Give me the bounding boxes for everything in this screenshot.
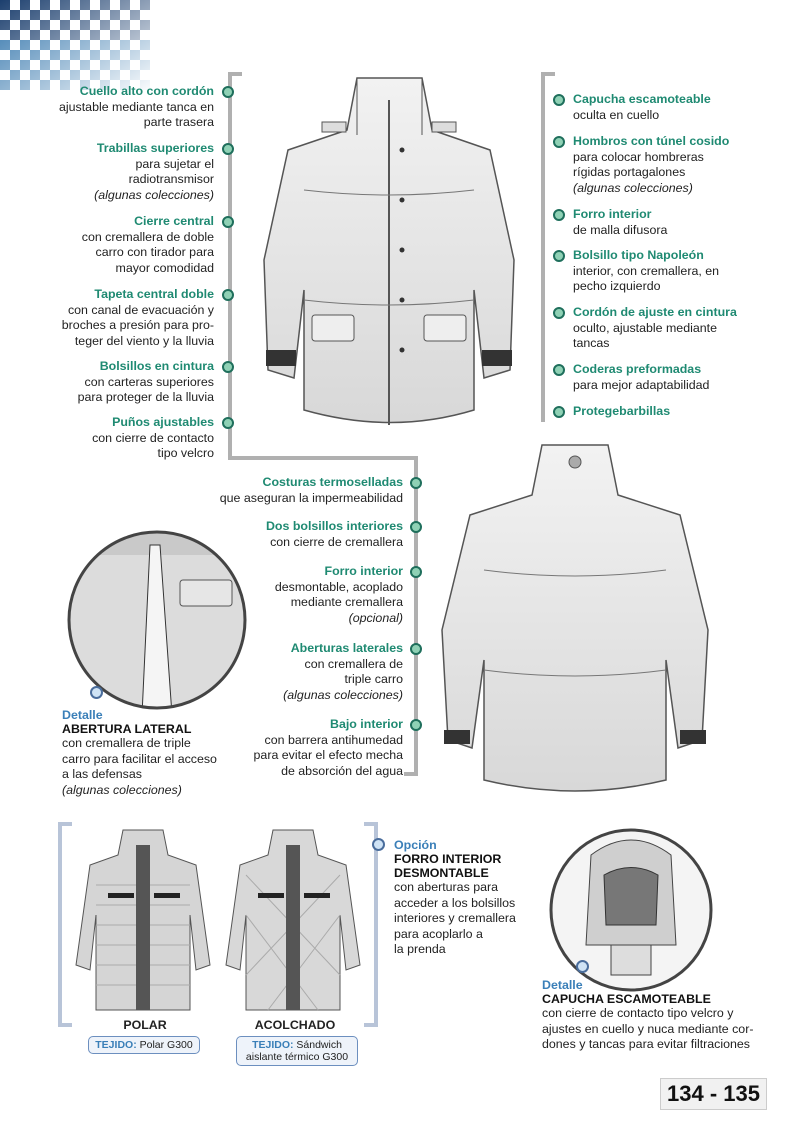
feature-desc: con cremallera de xyxy=(304,656,403,671)
liner-polar-fabric-badge xyxy=(88,1036,200,1054)
feature-desc: que aseguran la impermeabilidad xyxy=(219,490,403,505)
left-features-item xyxy=(14,84,214,131)
liner-quilted-fabric-2: aislante térmico G300 xyxy=(245,1051,349,1063)
feature-desc: con canal de evacuación y xyxy=(67,302,214,317)
feature-bullet-dot xyxy=(553,136,565,148)
right-features-item xyxy=(573,92,773,123)
detail-side-dot xyxy=(90,686,103,699)
feature-note: (opcional) xyxy=(348,610,403,625)
feature-desc: interior, con cremallera, en xyxy=(573,263,720,278)
right-features-item xyxy=(573,248,773,295)
feature-title: Dos bolsillos interiores xyxy=(265,519,403,533)
liner-quilted-name: ACOLCHADO xyxy=(254,1018,336,1032)
option-dot xyxy=(372,838,385,851)
feature-note: (algunas colecciones) xyxy=(573,180,693,195)
right-features-item xyxy=(573,134,773,196)
right-bracket-line xyxy=(541,72,545,422)
right-features-item xyxy=(573,404,773,420)
feature-bullet-dot xyxy=(410,719,422,731)
detail-side-desc-1: con cremallera de triple xyxy=(62,736,191,750)
polar-liner-illustration xyxy=(68,825,218,1015)
option-heading-1: FORRO INTERIOR xyxy=(394,852,502,866)
feature-bullet-dot xyxy=(222,289,234,301)
feature-title: Forro interior xyxy=(573,207,652,221)
feature-title: Capucha escamoteable xyxy=(573,92,711,106)
option-label: Opción xyxy=(394,838,437,852)
detail-hood-desc-3: dones y tancas para evitar filtraciones xyxy=(542,1037,750,1051)
feature-desc: mayor comodidad xyxy=(115,260,214,275)
liner-bracket-left xyxy=(58,822,62,1027)
feature-desc: oculto, ajustable mediante xyxy=(573,320,717,335)
liner-bracket-left-bottom xyxy=(58,1023,72,1027)
side-opening-detail-image xyxy=(62,525,252,715)
feature-title: Costuras termoselladas xyxy=(262,475,403,489)
feature-title: Bolsillos en cintura xyxy=(99,359,214,373)
feature-title: Aberturas laterales xyxy=(290,641,403,655)
feature-title: Trabillas superiores xyxy=(96,141,214,155)
feature-desc: para proteger de la lluvia xyxy=(77,390,214,404)
feature-desc: con cierre de cremallera xyxy=(270,534,403,549)
feature-bullet-dot xyxy=(410,477,422,489)
right-features-item xyxy=(573,362,773,393)
feature-bullet-dot xyxy=(222,361,234,373)
feature-desc: broches a presión para pro- xyxy=(61,318,214,332)
left-features-item xyxy=(14,287,214,349)
checker-pattern-corner xyxy=(0,0,150,95)
option-desc-1: con aberturas para xyxy=(394,880,499,894)
feature-desc: con cierre de contacto xyxy=(92,430,214,445)
feature-title: Cordón de ajuste en cintura xyxy=(573,305,737,319)
liner-bracket-right xyxy=(374,822,378,1027)
feature-note: (algunas colecciones) xyxy=(94,187,214,202)
feature-title: Cierre central xyxy=(134,214,214,228)
detail-side-heading: ABERTURA LATERAL xyxy=(62,722,192,736)
liner-quilted-fabric: Sándwich xyxy=(296,1039,342,1051)
left-bracket-line xyxy=(228,72,232,460)
feature-desc: triple carro xyxy=(344,672,403,686)
detail-side-italic: (algunas colecciones) xyxy=(62,782,182,797)
feature-note: (algunas colecciones) xyxy=(283,687,403,702)
liner-polar-name: POLAR xyxy=(123,1018,167,1032)
feature-desc: parte trasera xyxy=(143,115,214,129)
feature-desc: con barrera antihumedad xyxy=(264,732,403,747)
detail-side-desc-3: a las defensas xyxy=(62,767,142,781)
right-features-item xyxy=(573,207,773,238)
feature-desc: con carteras superiores xyxy=(84,374,214,389)
feature-desc: pecho izquierdo xyxy=(573,279,661,293)
option-desc-2: acceder a los bolsillos xyxy=(394,895,516,910)
feature-title: Cuello alto con cordón xyxy=(79,84,214,98)
left-features-item xyxy=(14,141,214,203)
left-features-item xyxy=(14,359,214,406)
detail-hood-label: Detalle xyxy=(542,978,583,992)
right-features-item xyxy=(573,305,773,352)
jacket-back-illustration xyxy=(430,440,720,810)
feature-desc: para sujetar el xyxy=(135,156,214,171)
feature-bullet-dot xyxy=(222,86,234,98)
feature-desc: ajustable mediante tanca en xyxy=(59,99,214,114)
feature-desc: desmontable, acoplado xyxy=(274,579,403,594)
middle-connector xyxy=(228,456,418,460)
option-desc-5: la prenda xyxy=(394,942,446,956)
feature-bullet-dot xyxy=(553,406,565,418)
feature-bullet-dot xyxy=(553,94,565,106)
feature-desc: carro con tirador para xyxy=(95,245,214,259)
feature-desc: teger del viento y la lluvia xyxy=(74,333,214,348)
feature-desc: rígidas portagalones xyxy=(573,165,686,179)
left-bracket-top xyxy=(228,72,242,76)
feature-bullet-dot xyxy=(410,521,422,533)
detail-hood-heading: CAPUCHA ESCAMOTEABLE xyxy=(542,992,711,1006)
feature-bullet-dot xyxy=(553,364,565,376)
detail-hood-dot xyxy=(576,960,589,973)
option-text xyxy=(394,838,534,958)
detail-hood-text xyxy=(542,978,782,1053)
feature-desc: radiotransmisor xyxy=(128,172,214,186)
feature-desc: tancas xyxy=(573,336,610,350)
detail-hood-desc-1: con cierre de contacto tipo velcro y xyxy=(542,1006,734,1020)
feature-title: Protegebarbillas xyxy=(573,404,671,418)
page-numbers: 134 - 135 xyxy=(660,1078,767,1110)
feature-desc: de absorción del agua xyxy=(281,763,403,778)
jacket-front-illustration xyxy=(252,60,527,440)
feature-bullet-dot xyxy=(222,143,234,155)
feature-title: Bolsillo tipo Napoleón xyxy=(573,248,704,262)
detail-side-text xyxy=(62,708,252,798)
feature-bullet-dot xyxy=(553,307,565,319)
feature-desc: mediante cremallera xyxy=(290,595,403,609)
liner-polar-fabric-label: TEJIDO: xyxy=(95,1039,137,1051)
feature-desc: tipo velcro xyxy=(157,446,214,460)
right-bracket-top xyxy=(541,72,555,76)
hood-detail-image xyxy=(546,825,716,995)
feature-title: Coderas preformadas xyxy=(573,362,702,376)
feature-title: Puños ajustables xyxy=(112,415,214,429)
feature-title: Bajo interior xyxy=(330,717,403,731)
feature-desc: de malla difusora xyxy=(573,222,668,237)
detail-hood-desc-2: ajustes en cuello y nuca mediante cor- xyxy=(542,1021,754,1036)
feature-desc: con cremallera de doble xyxy=(81,229,214,244)
detail-side-desc-2: carro para facilitar el acceso xyxy=(62,751,217,766)
middle-bracket-bottom xyxy=(404,772,418,776)
liner-quilted-fabric-label: TEJIDO: xyxy=(252,1039,294,1051)
feature-bullet-dot xyxy=(553,209,565,221)
feature-desc: para evitar el efecto mecha xyxy=(253,748,403,762)
left-features-item xyxy=(14,214,214,276)
feature-bullet-dot xyxy=(410,643,422,655)
feature-bullet-dot xyxy=(222,216,234,228)
middle-features-item xyxy=(203,475,403,506)
quilted-liner-illustration xyxy=(218,825,368,1015)
feature-title: Forro interior xyxy=(324,564,403,578)
feature-bullet-dot xyxy=(410,566,422,578)
liner-bracket-right-bottom xyxy=(364,1023,378,1027)
feature-desc: para mejor adaptabilidad xyxy=(573,377,710,392)
feature-desc: para colocar hombreras xyxy=(573,149,704,164)
feature-desc: oculta en cuello xyxy=(573,107,660,122)
left-features-item xyxy=(14,415,214,462)
liner-quilted-fabric-badge xyxy=(236,1036,358,1066)
option-desc-4: para acoplarlo a xyxy=(394,926,483,941)
feature-bullet-dot xyxy=(553,250,565,262)
feature-title: Hombros con túnel cosido xyxy=(573,134,730,148)
option-desc-3: interiores y cremallera xyxy=(394,911,516,925)
detail-side-label: Detalle xyxy=(62,708,103,722)
option-heading-2: DESMONTABLE xyxy=(394,866,489,880)
liner-polar-fabric: Polar G300 xyxy=(139,1039,193,1051)
feature-title: Tapeta central doble xyxy=(94,287,214,301)
feature-bullet-dot xyxy=(222,417,234,429)
